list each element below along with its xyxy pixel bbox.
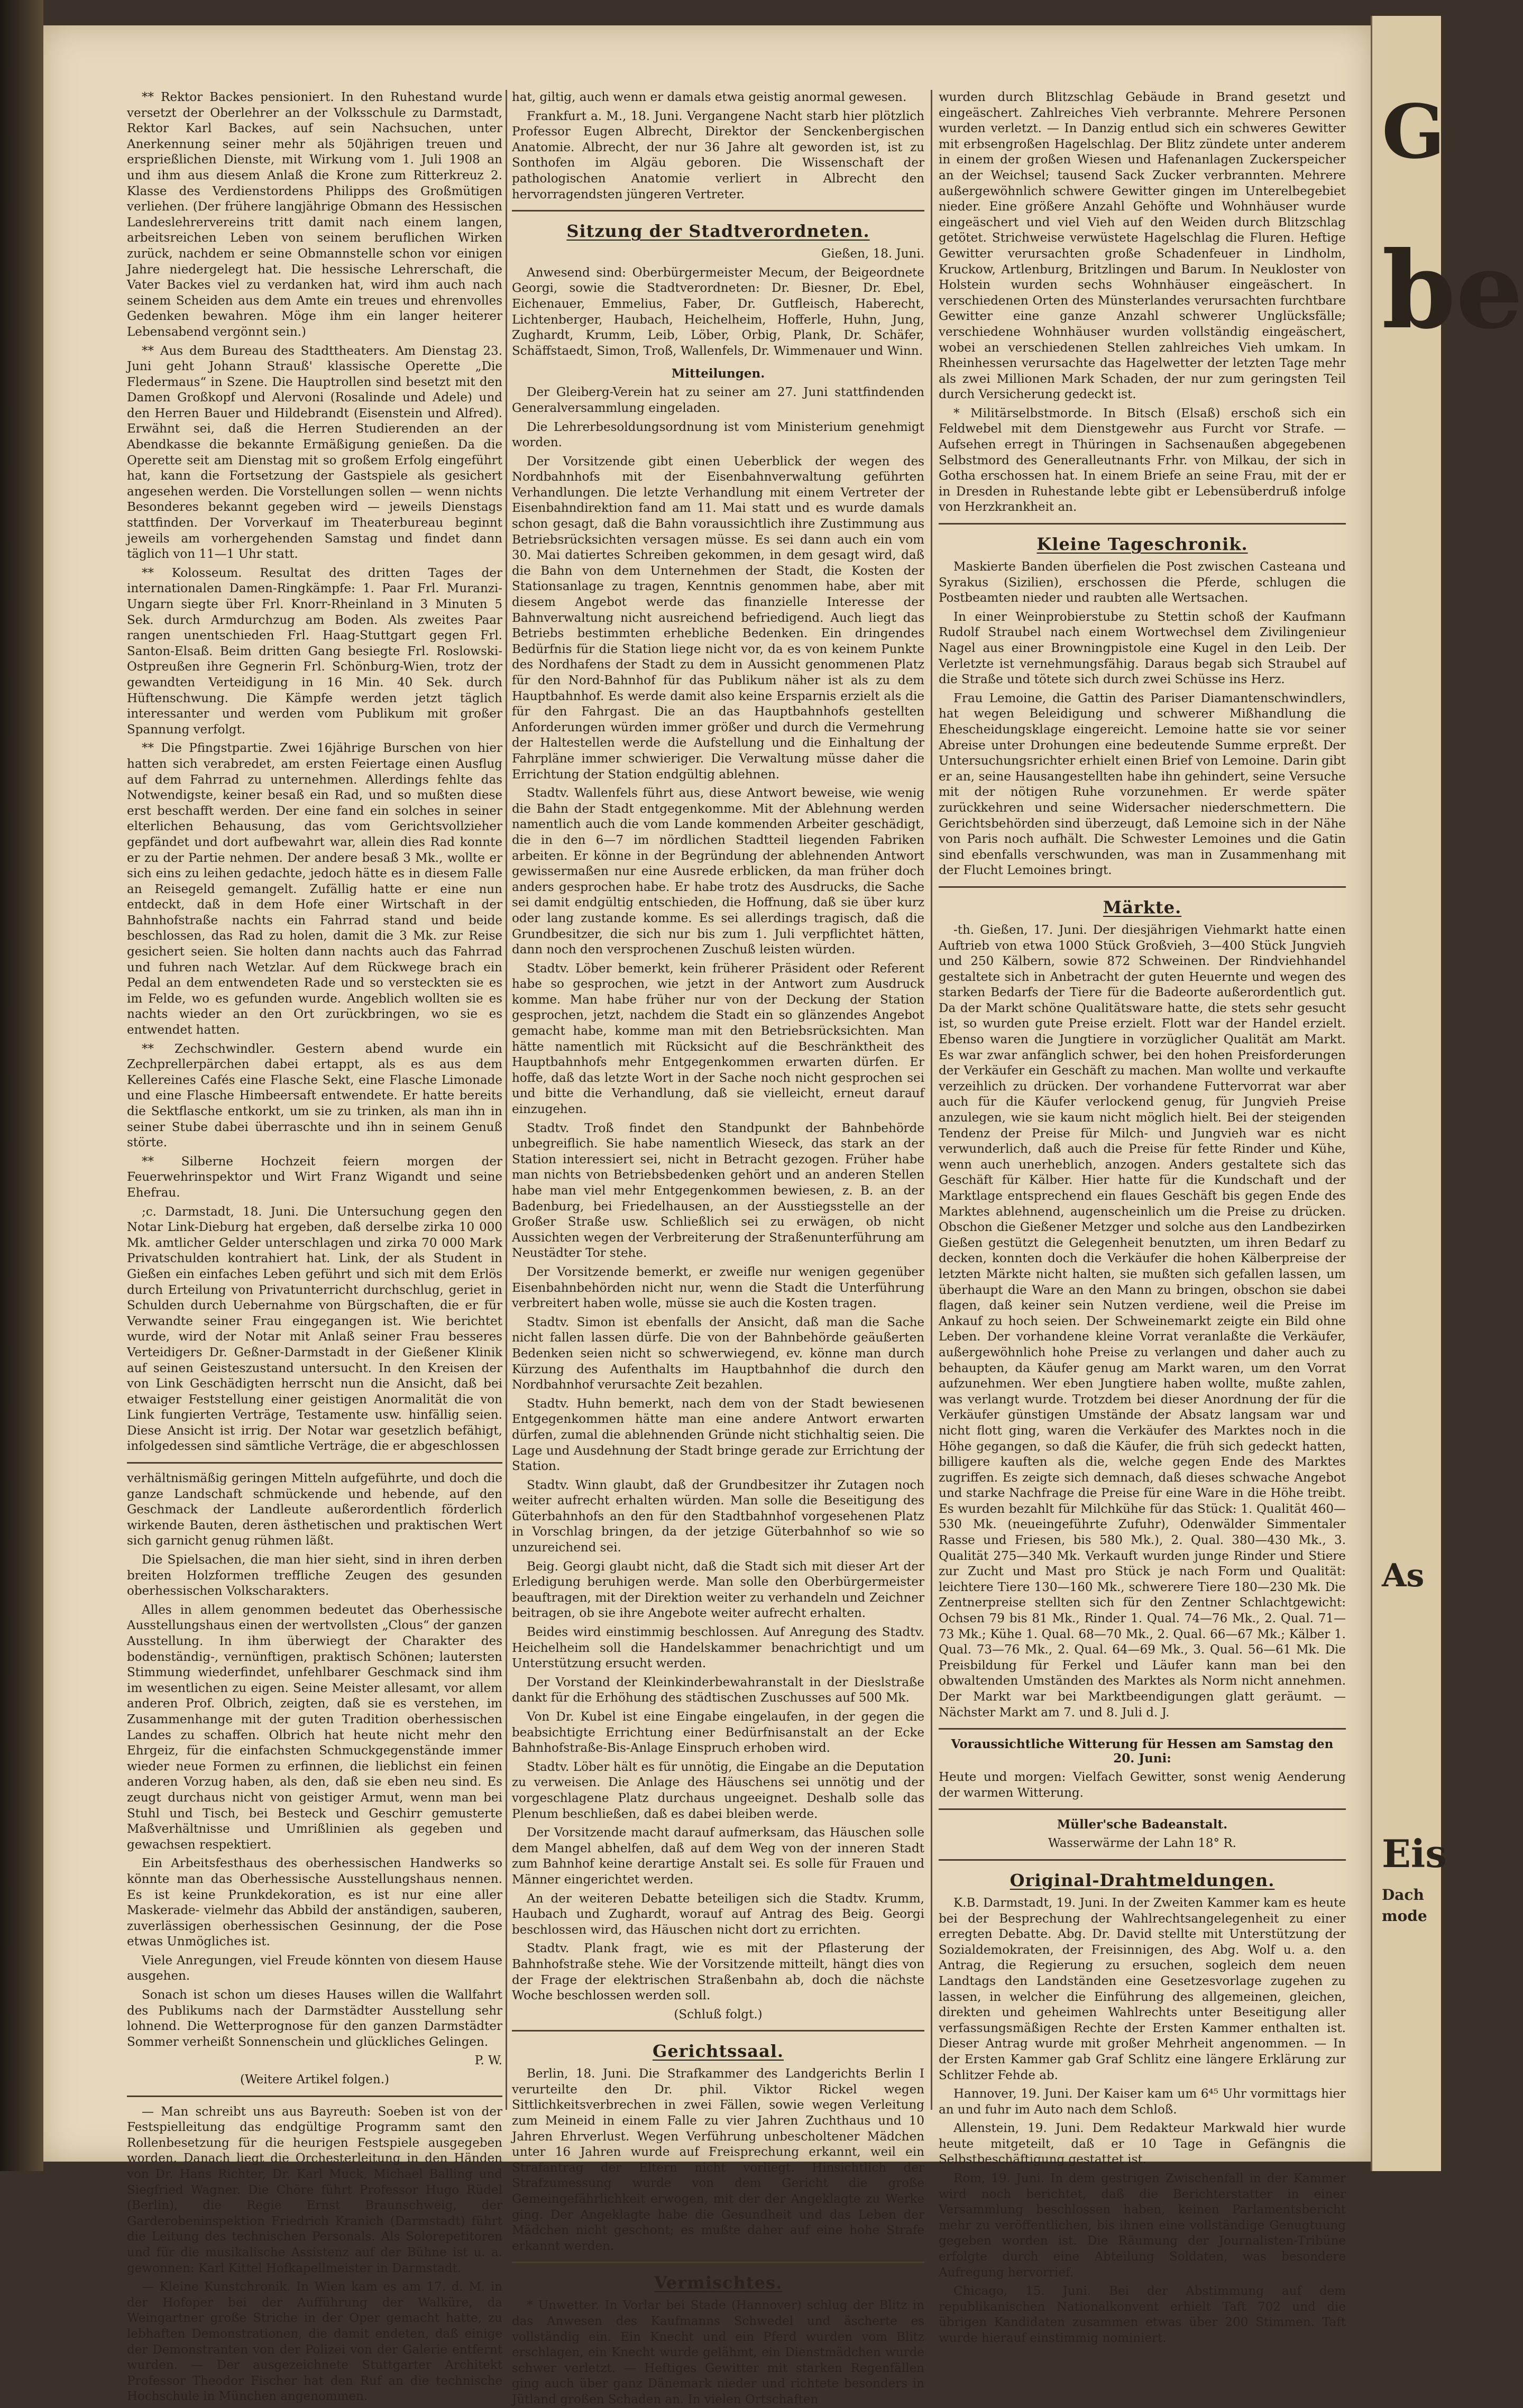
section-divider — [939, 1808, 1346, 1810]
section-divider — [939, 1859, 1346, 1861]
council-paragraph: Beig. Georgi glaubt nicht, daß die Stadt sich mit dieser Art der Erledigung beruhigen werde. Man solle den Oberbürgermeister beauftragen, mit der Direktion weiter zu verhandeln und Zeichner beitragen, ob sie ihre Angebote weiter aufrecht erhalten. — [512, 1559, 924, 1621]
adjacent-fragment: be — [1382, 228, 1523, 353]
council-paragraph: Stadtv. Troß findet den Standpunkt der Bahnbehörde unbegreiflich. Sie habe namentlich Wieseck, das stark an der Station interessiert sei, nicht in Betracht gezogen. Früher habe man nichts von Betriebsbedenken gehört und an anderen Stellen habe man viel mehr Entgegenkommen bewiesen, z. B. an der Badenburg, bei Friedelhausen, an der Ausstiegsstelle an der Großer Straße usw. Schließlich sei zu erwägen, ob nicht Aussichten wegen der Verbreiterung der Straßenunterführung am Neustädter Tor stehe. — [512, 1121, 924, 1261]
article-frankfurt: Frankfurt a. M., 18. Juni. Vergangene Nacht starb hier plötzlich Professor Eugen Albrecht, Direktor der Senckenbergischen Anatomie. Albrecht, der nur 36 Jahre alt geworden ist, ist zu Sonthofen im Algäu geboren. Die Wissenschaft der pathologischen Anatomie verliert in Albrecht den hervorragendsten jüngeren Vertreter. — [512, 109, 924, 201]
article-kolosseum: ** Kolosseum. Resultat des dritten Tages der internationalen Damen-Ringkämpfe: 1. Paar Frl. Muranzi-Ungarn siegte über Frl. Knorr-Rheinland in 3 Minuten 5 Sek. durch Armdurchzug am Boden. Als zweites Paar rangen unentschieden Frl. Haag-Stuttgart gegen Frl. Santon-Elsaß. Beim dritten Gang besiegte Frl. Roslowski-Ostpreußen ihre Gegnerin Frl. Schönburg-Wien, trotz der gewandten Verteidigung in 16 Min. 40 Sek. durch Hüftenschwung. Die Kämpfe werden jetzt täglich interessanter und werden vom Publikum mit großer Spannung verfolgt. — [127, 566, 502, 737]
council-paragraph: Der Vorsitzende bemerkt, er zweifle nur wenigen gegenüber Eisenbahnbehörden nicht nur, wenn die Stadt die Unterführung verbreitert haben wolle, müsse sie auch die Kosten tragen. — [512, 1265, 924, 1311]
feuilleton-paragraph: Ein Arbeitsfesthaus des oberhessischen Handwerks so könnte man das Oberhessische Ausstellungshaus nennen. Es ist keine Prunkdekoration, es ist nur eine aller Maskerade- vielmehr das Abbild der anständigen, sauberen, zuverlässigen oberhessischen Gesinnung, der die Pose etwas Unmögliches ist. — [127, 1856, 502, 1949]
attendance-list: Anwesend sind: Oberbürgermeister Mecum, der Beigeordnete Georgi, sowie die Stadtverordneten: Dr. Biesner, Dr. Ebel, Eichenauer, Emmelius, Faber, Dr. Gutfleisch, Haberecht, Lichtenberger, Haubach, Heichelheim, Hofferle, Huhn, Jung, Zughardt, Krumm, Leib, Löber, Orbig, Plank, Dr. Schäfer, Schäffstaedt, Simon, Troß, Wallenfels, Dr. Wimmenauer und Winn. — [512, 265, 924, 358]
article-militaerselbstmorde: * Militärselbstmorde. In Bitsch (Elsaß) erschoß sich ein Feldwebel mit dem Dienstgewehr aus Furcht vor Strafe. — Aufsehen erregt in Thüringen in Sachsenaußen abgegebenen Selbstmord des Generalleutnants Frhr. von Milkau, der sich in Gotha erschossen hat. In einem Briefe an seine Frau, mit der er in Dresden in Ruhestande lebte gibt er Lebensüberdruß infolge von Herzkrankheit an. — [939, 406, 1346, 514]
section-divider — [512, 2262, 924, 2263]
chronicle-paragraph: Frau Lemoine, die Gattin des Pariser Diamantenschwindlers, hat wegen Beleidigung und schwerer Mißhandlung die Ehescheidungsklage eingereicht. Lemoine hatte sie vor seiner Abreise unter Drohungen eine bedeutende Summe erpreßt. Der Untersuchungsrichter erhielt einen Brief von Lemoine. Darin gibt er an, seine Hausangestellten habe ihn gehindert, seine Versuche mit der nötigen Ruhe vorzunehmen. Er werde später zurückkehren und seine Widersacher niederschmettern. Die Gerichtsbehörden sind überzeugt, daß Lemoine sich in der Nähe von Paris noch aufhält. Die Schwester Lemoines und die Gatin sind ebenfalls verschwunden, was man in Zusammenhang mit der Flucht Lemoines bringt. — [939, 691, 1346, 878]
council-paragraph: Stadtv. Simon ist ebenfalls der Ansicht, daß man die Sache nicht fallen lassen dürfe. Die von der Bahnbehörde geäußerten Bedenken seien nicht so schwerwiegend, ev. könne man durch Kürzung des Aufenthalts im Hauptbahnhof die durch den Nordbahnhof verursachte Zeit bezahlen. — [512, 1315, 924, 1392]
adjacent-fragment: As — [1382, 1557, 1425, 1594]
column-3 — [939, 90, 1346, 2345]
weather-heading: Voraussichtliche Witterung für Hessen am Samstag den 20. Juni: — [951, 1737, 1334, 1766]
book-binding — [0, 0, 43, 2171]
section-divider — [127, 1462, 502, 1464]
chronicle-paragraph: In einer Weinprobierstube zu Stettin schoß der Kaufmann Rudolf Straubel nach einem Wortwechsel dem Zivilingenieur Nagel aus einer Browningpistole eine Kugel in den Leib. Der Verletzte ist vernehmungsfähig. Daraus begab sich Straubel auf die Straße und tötete sich durch zwei Schüsse ins Herz. — [939, 610, 1346, 687]
council-paragraph: Stadtv. Winn glaubt, daß der Grundbesitzer ihr Zutagen noch weiter aufrecht erhalten würden. Man solle die Beseitigung des Güterbahnhofs an den für den Stadtbahnhof vorgesehenen Platz in Vorschlag bringen, da der jetzige Güterbahnhof so wie so unzureichend sei. — [512, 1478, 924, 1555]
water-temperature: Wasserwärme der Lahn 18° R. — [1048, 1836, 1236, 1851]
adjacent-fragment: G — [1382, 89, 1445, 176]
article-continuation: hat, giltig, auch wenn er damals etwa geistig anormal gewesen. — [512, 90, 907, 104]
column-rule — [931, 90, 932, 2110]
section-heading-drahtmeldungen: Original-Drahtmeldungen. — [1010, 1870, 1275, 1890]
article-zechschwindler: ** Zechschwindler. Gestern abend wurde ein Zechprellerpärchen dabei ertappt, als es aus dem Kellereines Cafés eine Flasche Sekt, eine Flasche Limonade und eine Flasche Himbeersaft entwendete. Er hatte bereits die Sektflasche entkorkt, um sie zu trinken, als man ihn in seiner Stube dabei überraschte und ihn in seinem Genuß störte. — [127, 1042, 502, 1150]
article-silberne-hochzeit: ** Silberne Hochzeit feiern morgen der Feuerwehrinspektor und Wirt Franz Wigandt und seine Ehefrau. — [127, 1154, 502, 1200]
telegram-paragraph: Allenstein, 19. Juni. Dem Redakteur Markwald hier wurde heute mitgeteilt, daß er 10 Tage in Gefängnis die Selbstbeschäftigung gestattet ist. — [939, 2121, 1346, 2167]
feuilleton-paragraph: Die Spielsachen, die man hier sieht, sind in ihren derben breiten Holzformen treffliche Zeugen des gesunden oberhessischen Volkscharakters. — [127, 1553, 502, 1598]
section-heading-vermischtes: Vermischtes. — [654, 2273, 783, 2293]
adjacent-fragment: Eis — [1382, 1831, 1447, 1876]
council-paragraph: Stadtv. Löber hält es für unnötig, die Eingabe an die Deputation zu verweisen. Die Anlage des Häuschens sei unnötig und der vorgeschlagene Platz durchaus ungeeignet. Deshalb solle das Plenum beschließen, daß es dabei bleiben werde. — [512, 1760, 924, 1821]
subheading-mitteilungen: Mitteilungen. — [671, 366, 765, 381]
article-stadttheater: ** Aus dem Bureau des Stadttheaters. Am Dienstag 23. Juni geht Johann Strauß' klassische Operette „Die Fledermaus“ in Szene. Die Hauptrollen sind besetzt mit den Damen Großkopf und Alervoni (Rosalinde und Adele) und den Herren Bauer und Hildebrandt (Eisenstein und Alfred). Erwähnt sei, daß die Herren Studierenden an der Abendkasse die bekannte Ermäßigung genießen. Da die Operette seit am Dienstag mit so großem Erfolg eingeführt hat, kann die Fortsetzung der Gastspiele als gesichert angesehen werden. Die Vorstellungen sollen — wenn nichts Besonderes bekannt gegeben wird — jeweils Dienstags stattfinden. Der Vorverkauf im Theaterbureau beginnt jeweils am vorhergehenden Samstag und findet dann täglich von 11—1 Uhr statt. — [127, 344, 502, 562]
market-report: -th. Gießen, 17. Juni. Der diesjährigen Viehmarkt hatte einen Auftrieb von etwa 1000 Stück Großvieh, 3—400 Stück Jungvieh und 250 Kälbern, sowie 872 Schweinen. Der Rindviehhandel gestaltete sich in Anbetracht der guten Heuernte und wegen des starken Bedarfs der Tiere für die Badeorte außerordentlich gut. Da der Markt schöne Qualitätsware hatte, die stets sehr gesucht ist, so wurden gute Preise erzielt. Flott war der Handel erzielt. Ebenso waren die Jungtiere in vorzüglicher Qualität am Markt. Es war zwar anfänglich schwer, bei den hohen Preisforderungen der Verkäufer ein Geschäft zu machen. Man wollte und verkaufte verzeihlich zu drücken. Der vorhandene Futtervorrat war aber auch für die Käufer verlockend genug, für Jungvieh Preise anzulegen, wie sie kaum nicht möglich hielt. Bei der steigenden Tendenz der Preise für Milch- und Jungvieh war es nicht verwunderlich, daß auch die Preise für fette Rinder und Kühe, wenn auch unerheblich, anzogen. Anders gestaltete sich das Geschäft für Kälber. Hier hatte für die Kundschaft und der Marktlage entsprechend ein flaues Geschäft bis gegen Ende des Marktes ablehnend, augenscheinlich um die Preise zu drücken. Obschon die Gießener Metzger und solche aus den Landbezirken Gießen gestützt die Gelegenheit benutzten, um ihren Bedarf zu decken, konnten doch die Verkäufer die hohen Kälberpreise der letzten Märkte nicht halten, sie mußten sich gefallen lassen, um überhaupt die Ware an den Mann zu bringen, obschon sie dabei flagen, daß keiner sein Nutzen verdiene, weil die Preise im Ankauf zu hoch seien. Der Schweinemarkt zeigte ein Bild ohne Leben. Der vorhandene kleine Vorrat veranlaßte die Verkäufer, außergewöhnlich hohe Preise zu verlangen und daher auch zu behaupten, da Käufer genug am Markt waren, um den Vorrat aufzunehmen. Wer eben Jungtiere haben wollte, mußte zahlen, was verlangt wurde. Trotzdem bei dieser Anordnung der für die Verkäufer günstigen Umstände der Absatz langsam war und nicht flott ging, waren die Verkäufer des Marktes noch in die Höhe gegangen, so daß die Käufer, die früh sich gedeckt hatten, billigere kauften als die, welche gegen Ende des Marktes zugriffen. Es zeigte sich demnach, daß dieses schwache Angebot und starke Nachfrage die Preise für eine Ware in die Höhe treibt. Es wurden bezahlt für Milchkühe für das Stück: 1. Qualität 460—530 Mk. (neueingeführte Zufuhr), Odenwälder Simmentaler Rasse und Friesen, bis 580 Mk.), 2. Qual. 380—430 Mk., 3. Qualität 275—340 Mk. Verkauft wurden junge Rinder und Stiere zur Zucht und Mast pro Stück je nach Form und Qualität: leichtere Tiere 130—160 Mk., schwerere Tiere 180—230 Mk. Die Zentnerpreise stellten sich für den Zentner Schlachtgewicht: Ochsen 79 bis 81 Mk., Rinder 1. Qual. 74—76 Mk., 2. Qual. 71—73 Mk.; Kühe 1. Qual. 68—70 Mk., 2. Qual. 66—67 Mk.; Kälber 1. Qual. 73—76 Mk., 2. Qual. 64—69 Mk., 3. Qual. 56—61 Mk. Die Preisbildung für Ferkel und Läufer kann man bei den obwaltenden Umständen des Marktes als Norm nicht annehmen. Der Markt war bei Marktbeendigungen glatt geräumt. — Nächster Markt am 7. und 8. Juli d. J. — [939, 923, 1346, 1720]
column-rule — [506, 90, 507, 2110]
telegram-paragraph: K.B. Darmstadt, 19. Juni. In der Zweiten Kammer kam es heute bei der Besprechung der Wahlrechtsangelegenheit zu einer erregten Debatte. Abg. Dr. David stellte mit Unterstützung der Sozialdemokraten, der Freisinnigen, des Abg. Wolf u. a. den Antrag, die Regierung zu ersuchen, sogleich dem neuen Landtags den Landständen eine Gesetzesvorlage zugehen zu lassen, in welcher die Einführung des allgemeinen, gleichen, direkten und geheimen Wahlrechts unter Beseitigung aller verfassungsmäßigen Rechte der Ersten Kammer enthalten ist. Dieser Antrag wurde mit großer Mehrheit angenommen. — In der Ersten Kammer gab Graf Schlitz eine längere Erklärung zur Schlitzer Fehde ab. — [939, 1896, 1346, 2082]
article-unwetter: * Unwetter. In Vorlar bei Stade (Hannover) schlug der Blitz in das Anwesen des Kaufmanns Schwedel und äscherte es vollständig ein. Ein Knecht und ein Pferd wurden vom Blitz erschlagen, ein Knecht wurde gelähmt, ein Dienstmädchen wurde schwer verletzt. — Heftiges Gewitter mit starken Regenfällen ging auch über ganz Dänemark nieder und richtete besonders in Jütland großen Schaden an. In vielen Ortschaften — [512, 2299, 924, 2406]
feuilleton-paragraph: Alles in allem genommen bedeutet das Oberhessische Ausstellungshaus einen der wertvollsten „Clous“ der ganzen Ausstellung. In ihm überwiegt der Charakter des bodenständig-, vernünftigen, praktisch Schönen; lautersten Stimmung wiederfindet, unfehlbarer Geschmack sind ihm im wesentlichen zu eigen. Seine Meister allesamt, vor allem anderen Prof. Olbrich, zeigten, daß sie es verstehen, im Zusammenhange mit der guten Tradition oberhessischen Landes zu schaffen. Olbrich hat heute nicht mehr den Ehrgeiz, für die einfachsten Schmuckgegenstände immer wieder neue Formen zu erfinnen, die lieblichst ein feinen anderen Vorzug haben, als den, daß sie eben neu sind. Es zeugt durchaus nicht von geistiger Armut, wenn man bei Stuhl und Tisch, bei Besteck und Geschirr gemusterte Maßverhältnisse und Umrißlinien als gegeben und gewachsen respektiert. — [127, 1603, 502, 1852]
feuilleton-paragraph: verhältnismäßig geringen Mitteln aufgeführte, und doch die ganze Landschaft schmückende und hebende, auf den Geschmack der Landleute außerordentlich förderlich wirkende Bauten, deren ästhetischen und praktischen Wert sich garnicht genug rühmen läßt. — [127, 1472, 502, 1548]
council-paragraph: Beides wird einstimmig beschlossen. Auf Anregung des Stadtv. Heichelheim soll die Handelskammer benachrichtigt und um Unterstützung ersucht werden. — [512, 1625, 924, 1671]
section-divider — [512, 210, 924, 212]
council-paragraph: Stadtv. Huhn bemerkt, nach dem von der Stadt bewiesenen Entgegenkommen hätte man eine andere Antwort erwarten dürfen, zumal die ablehnenden Gründe nicht stichhaltig seien. Die Lage und Ausdehnung der Stadt bringe gerade zur Errichtung der Station. — [512, 1396, 924, 1474]
telegram-paragraph: Rom, 19. Juni. In dem gestrigen Zwischenfall in der Kammer wird noch berichtet, daß die Berichterstatter in einer Versammlung beschlossen haben, keinen Parlamentsbericht mehr zu veröffentlichen, bis ihnen eine vollständige Genugtuung gegeben worden ist. Die Räumung der Journalisten-Tribüne erfolgte durch eine Abteilung Soldaten, was besondere Aufregung hervorrief. — [939, 2172, 1346, 2280]
column-2 — [512, 90, 924, 2406]
continuation-note: (Weitere Artikel folgen.) — [240, 2073, 390, 2087]
section-heading-gerichtssaal: Gerichtssaal. — [652, 2041, 784, 2062]
continuation-note: (Schluß folgt.) — [674, 2007, 763, 2021]
weather-forecast: Heute und morgen: Vielfach Gewitter, sonst wenig Aenderung der warmen Witterung. — [939, 1770, 1346, 1800]
telegram-paragraph: Chicago, 15. Juni. Bei der Abstimmung auf dem republikanischen Nationalkonvent erhielt Taft 702 und die übrigen Kandidaten zusammen etwas über 200 Stimmen. Taft wurde hierauf einstimmig nominiert. — [939, 2284, 1346, 2345]
article-continuation: wurden durch Blitzschlag Gebäude in Brand gesetzt und eingeäschert. Zahlreiches Vieh verbrannte. Mehrere Personen wurden verletzt. — In Danzig entlud sich ein schweres Gewitter mit erbsengroßen Hagelschlag. Der Blitz zündete unter anderem in einem der großen Wiesen und Hafenanlagen Zuckerspeicher an der Weichsel; tausend Sack Zucker verbrannten. Mehrere außergewöhnlich schwere Gewitter gingen im Unterelbegebiet nieder. Eine größere Anzahl Gehöfte und Wohnhäuser wurde eingeäschert und viel Vieh auf den Weiden durch Blitzschlag getötet. Strichweise verwüstete Hagelschlag die Fluren. Heftige Gewitter verursachten große Schadenfeuer in Lindholm, Kruckow, Artlenburg, Britzlingen und Barum. In Neukloster von Holstein wurden sechs Wohnhäuser eingeäschert. In verschiedenen Orten des Münsterlandes verursachten furchtbare Gewitter eine ganze Anzahl schwerer Unglücksfälle; verschiedene Wohnhäuser wurden vollständig eingeäschert, wobei an verschiedenen Stellen zahlreiches Vieh umkam. In Rheinhessen verursachte das Hagelwetter der letzten Tage mehr als zwei Millionen Mark Schaden, der nur zum geringsten Teil durch Versicherung gedeckt ist. — [939, 90, 1346, 402]
badeanstalt-heading: Müller'sche Badeanstalt. — [1057, 1817, 1228, 1832]
section-divider — [512, 2030, 924, 2032]
feuilleton-paragraph: Viele Anregungen, viel Freude könnten von diesem Hause ausgehen. — [127, 1953, 502, 1983]
council-paragraph: Stadtv. Plank fragt, wie es mit der Pflasterung der Bahnhofstraße stehe. Wie der Vorsitzende mitteilt, hängt dies von der Frage der elektrischen Straßenbahn ab, doch die nächste Woche beschlossen werden soll. — [512, 1942, 924, 2003]
section-divider — [939, 1728, 1346, 1730]
council-paragraph: Von Dr. Kubel ist eine Eingabe eingelaufen, in der gegen die beabsichtigte Errichtung einer Bedürfnisanstalt an der Ecke Bahnhofstraße-Bis-Anlage Einspruch erhoben wird. — [512, 1710, 924, 1756]
council-paragraph: Stadtv. Löber bemerkt, kein früherer Präsident oder Referent habe so gesprochen, wie jetzt in der Antwort zum Ausdruck komme. Man habe früher nur von der Deckung der Station gesprochen, jetzt, nachdem die Stadt ein so glänzendes Angebot gemacht habe, komme man mit den Betriebsrücksichten. Man hätte namentlich mit Rücksicht auf die Beschränktheit des Hauptbahnhofs mehr Entgegenkommen erwarten dürfen. Er hoffe, daß das letzte Wort in der Sache noch nicht gesprochen sei und bitte die Verhandlung, daß sie vielleicht, erneut darauf einzugehen. — [512, 961, 924, 1117]
adjacent-page-edge — [1371, 16, 1523, 2171]
article-berlin-court: Berlin, 18. Juni. Die Strafkammer des Landgerichts Berlin I verurteilte den Dr. phil. Viktor Rickel wegen Sittlichkeitsverbrechen in zwei Fällen, sowie wegen Verleitung zum Meineid in einem Falle zu vier Jahren Zuchthaus und 10 Jahren Ehrverlust. Wegen Verführung unbescholtener Mädchen unter 16 Jahren wurde auf Freisprechung erkannt, weil ein Strafantrag der Eltern nicht vorliegt. Hinsichtlich der Strafzumessung wurde von dem Gericht die große Gemeingefährlichkeit erwogen, mit der der Angeklagte zu Werke ging. Der Angeklagte habe die Gesundheit und das Leben der Mädchen nicht geschont; es mußte daher auf eine hohe Strafe erkannt werden. — [512, 2067, 924, 2253]
adjacent-fragment: mode — [1382, 1907, 1427, 1925]
article-notar-link: ;c. Darmstadt, 18. Juni. Die Untersuchung gegen den Notar Link-Dieburg hat ergeben, daß derselbe zirka 10 000 Mk. amtlicher Gelder unterschlagen und zirka 70 000 Mark Privatschulden kontrahiert hat. Link, der als Student in Gießen ein einfaches Leben geführt und sich mit dem Erlös durch Erteilung von Privatunterricht durchschlug, geriet in Schulden durch Uebernahme von Bürgschaften, die er für Verwandte seiner Frau eingegangen ist. Wie berichtet wurde, wird der Notar mit Anlaß seiner Frau besseres Verteidigers Dr. Geßner-Darmstadt in der Gießener Klinik auf seinen Geisteszustand untersucht. In den Kreisen der von Link Geschädigten herrscht nun die Ansicht, daß bei etwaiger Feststellung einer geistigen Anormalität die von Link fungierten Verträge, Testamente usw. hinfällig seien. Diese Ansicht ist irrig. Der Notar war gesetzlich befähigt, infolgedessen sind sämtliche Verträge, die er abgeschlossen — [127, 1205, 502, 1454]
council-paragraph: An der weiteren Debatte beteiligen sich die Stadtv. Krumm, Haubach und Zughardt, worauf auf Antrag des Beig. Georgi beschlossen wird, das Häuschen nicht dort zu errichten. — [512, 1891, 924, 1937]
section-heading-tageschronik: Kleine Tageschronik. — [1036, 534, 1248, 555]
council-paragraph: Der Vorsitzende gibt einen Ueberblick der wegen des Nordbahnhofs mit der Eisenbahnverwaltung geführten Verhandlungen. Die letzte Verhandlung mit einem Vertreter der Eisenbahndirektion fand am 11. Mai statt und es wurde damals schon gesagt, daß die Bahn voraussichtlich ihre Zustimmung aus Betriebsrücksichten versagen müsse. Es sei dann auch ein vom 30. Mai datiertes Schreiben gekommen, in dem gesagt wird, daß die Bahn von dem Unternehmen der Stadt, die Kosten der Stationsanlage zu tragen, Kenntnis genommen habe, aber mit diesem Angebot werde das finanzielle Interesse der Bahnverwaltung nicht ausreichend befriedigend. Auch liegt das Betriebs bestimmten erhebliche Bedenken. Ein dringendes Bedürfnis für die Station liege nicht vor, da es von keinem Punkte des Nordhafens der Stadt zu dem in Aussicht genommenen Platz für den Nord-Bahnhof für das Publikum näher ist als zu dem Hauptbahnhof. Es werde damit also keine Ersparnis erzielt als die für den Fahrgast. Die an das Hauptbahnhofs gestellten Anforderungen würden immer größer und durch die Vermehrung der Haltestellen werde die Aufstellung und die Einhaltung der Fahrpläne immer schwieriger. Die Verwaltung müsse daher die Errichtung der Station endgültig ablehnen. — [512, 454, 924, 782]
article-backes: ** Rektor Backes pensioniert. In den Ruhestand wurde versetzt der Oberlehrer an der Volksschule zu Darmstadt, Rektor Karl Backes, auf sein Nachsuchen, unter Anerkennung seiner mehr als 50jährigen treuen und ersprießlichen Dienste, mit Wirkung vom 1. Juli 1908 an und ihm aus diesem Anlaß die Krone zum Ritterkreuz 2. Klasse des Verdienstordens Philipps des Großmütigen verliehen. (Der frühere langjährige Obmann des Hessischen Landeslehrervereins tritt damit nach einem langen, arbeitsreichen Leben von seinem beruflichen Wirken zurück, nachdem er seine Obmannstelle schon vor einigen Jahre niedergelegt hat. Die hessische Lehrerschaft, die Vater Backes viel zu verdanken hat, wird ihm auch nach seinem Scheiden aus dem Amte ein treues und ehrenvolles Gedenken bewahren. Möge ihm ein langer heiterer Lebensabend vergönnt sein.) — [127, 90, 502, 339]
section-heading-stadtverordneten: Sitzung der Stadtverordneten. — [566, 221, 870, 242]
council-paragraph: Stadtv. Wallenfels führt aus, diese Antwort beweise, wie wenig die Bahn der Stadt entgegenkomme. Mit der Ablehnung werden namentlich auch die vom Lande kommenden Arbeiter geschädigt, die in den 6—7 im nördlichen Stadtteil liegenden Fabriken arbeiten. Er könne in der Begründung der ablehnenden Antwort gewissermaßen nur eine Ausrede erblicken, da man früher doch anders gesprochen habe. Er habe trotz des Ausdrucks, die Sache sei damit endgültig entschieden, die Hoffnung, daß sie über kurz oder lang zustande komme. Es sei allerdings tragisch, daß die Grundbesitzer, die sich nur bis zum 1. Juli verpflichtet hätten, dann noch den versprochenen Zuschuß leisten würden. — [512, 786, 924, 957]
section-divider — [939, 523, 1346, 525]
feuilleton-paragraph: Sonach ist schon um dieses Hauses willen die Wallfahrt des Publikums nach der Darmstädter Ausstellung sehr lohnend. Die Wetterprognose für den ganzen Darmstädter Sommer verheißt Sonnenschein und glückliches Gelingen. — [127, 1988, 502, 2049]
council-paragraph: Der Vorstand der Kleinkinderbewahranstalt in der Dieslstraße dankt für die Erhöhung des städtischen Zuschusses auf 500 Mk. — [512, 1675, 924, 1705]
section-divider — [939, 886, 1346, 888]
column-1 — [127, 90, 502, 2404]
telegram-paragraph: Hannover, 19. Juni. Der Kaiser kam um 6⁴⁵ Uhr vormittags hier an und fuhr im Auto nach dem Schloß. — [939, 2087, 1346, 2117]
council-paragraph: Der Gleiberg-Verein hat zu seiner am 27. Juni stattfindenden Generalversammlung eingeladen. — [512, 385, 924, 415]
article-kunstchronik: — Kleine Kunstchronik. In Wien kam es am 17. d. M. in der Hofoper bei der Aufführung der Walküre, da Weingartner große Striche in der Oper gemacht hatte, zu lebhaften Demonstrationen, die damit endeten, daß einige der Demonstranten von der Polizei von der Galerie entfernt wurden. — Der ausgezeichnete Stuttgarter Architekt Professor Theodor Fischer hat den Ruf an die technische Hochschule in München angenommen. — [127, 2280, 502, 2404]
article-pfingstpartie: ** Die Pfingstpartie. Zwei 16jährige Burschen von hier hatten sich verabredet, am ersten Feiertage einen Ausflug auf dem Fahrrad zu unternehmen. Allerdings fehlte das Notwendigste, keiner besaß ein Rad, und so mußten diese erst beschafft werden. Der eine fand ein solches in seiner elterlichen Behausung, das vom Gerichtsvollzieher gepfändet und dort aufbewahrt war, allein dies Rad konnte er zu der Partie nehmen. Der andere besaß 3 Mk., wollte er sich eins zu leihen gedachte, jedoch hätte es in diesem Falle an Reisegeld gemangelt. Zufällig hatte er eine nun entdeckt, daß in dem Hofe einer Wirtschaft in der Bahnhofstraße nachts ein Fahrrad stand und beide beschlossen, das Rad zu holen, damit die 3 Mk. zur Reise gesichert seien. Sie holten dann nachts auch das Fahrrad und fuhren nach Wetzlar. Auf dem Rückwege brach ein Pedal an dem entwendeten Rade und so versteckten sie es im Felde, wo es gefunden wurde. Angeblich wollten sie es nachts wieder an den Ort zurückbringen, wo sie es entwendet hatten. — [127, 741, 502, 1037]
council-paragraph: Der Vorsitzende macht darauf aufmerksam, das Häuschen solle dem Mangel abhelfen, daß auf dem Weg von der inneren Stadt zum Bahnhof keine derartige Anstalt sei. Es solle für Frauen und Männer eingerichtet werden. — [512, 1826, 924, 1887]
adjacent-fragment: Dach — [1382, 1886, 1424, 1904]
chronicle-paragraph: Maskierte Banden überfielen die Post zwischen Casteana und Syrakus (Sizilien), erschossen die Pferde, schlugen die Postbeamten nieder und raubten alle Wertsachen. — [939, 560, 1346, 605]
council-paragraph: Die Lehrerbesoldungsordnung ist vom Ministerium genehmigt worden. — [512, 420, 924, 450]
dateline: Gießen, 18. Juni. — [821, 247, 924, 261]
author-signature: P. W. — [474, 2054, 502, 2068]
article-bayreuth: — Man schreibt uns aus Bayreuth: Soeben ist von der Festspielleitung das endgültige Programm samt den Rollenbesetzung für die heurigen Festspiele ausgegeben worden. Danach liegt die Orchesterleitung in den Händen von Dr. Hans Richter, Dr. Karl Muck, Michael Balling und Siegfried Wagner. Die Chöre führt Professor Hugo Rüdel (Berlin), die Regie Ernst Braunschweig, der Garderobeninspektion Friedrich Kranich (Darmstadt) führt die Leitung des technischen Personals. Als Solorepetitoren und für die musikalische Assistenz auf der Bühne ist u. a. gewonnen: Karl Kittel Hofkapellmeister in Darmstadt. — [127, 2104, 502, 2275]
section-heading-maerkte: Märkte. — [1103, 897, 1182, 917]
section-divider — [127, 2095, 502, 2097]
